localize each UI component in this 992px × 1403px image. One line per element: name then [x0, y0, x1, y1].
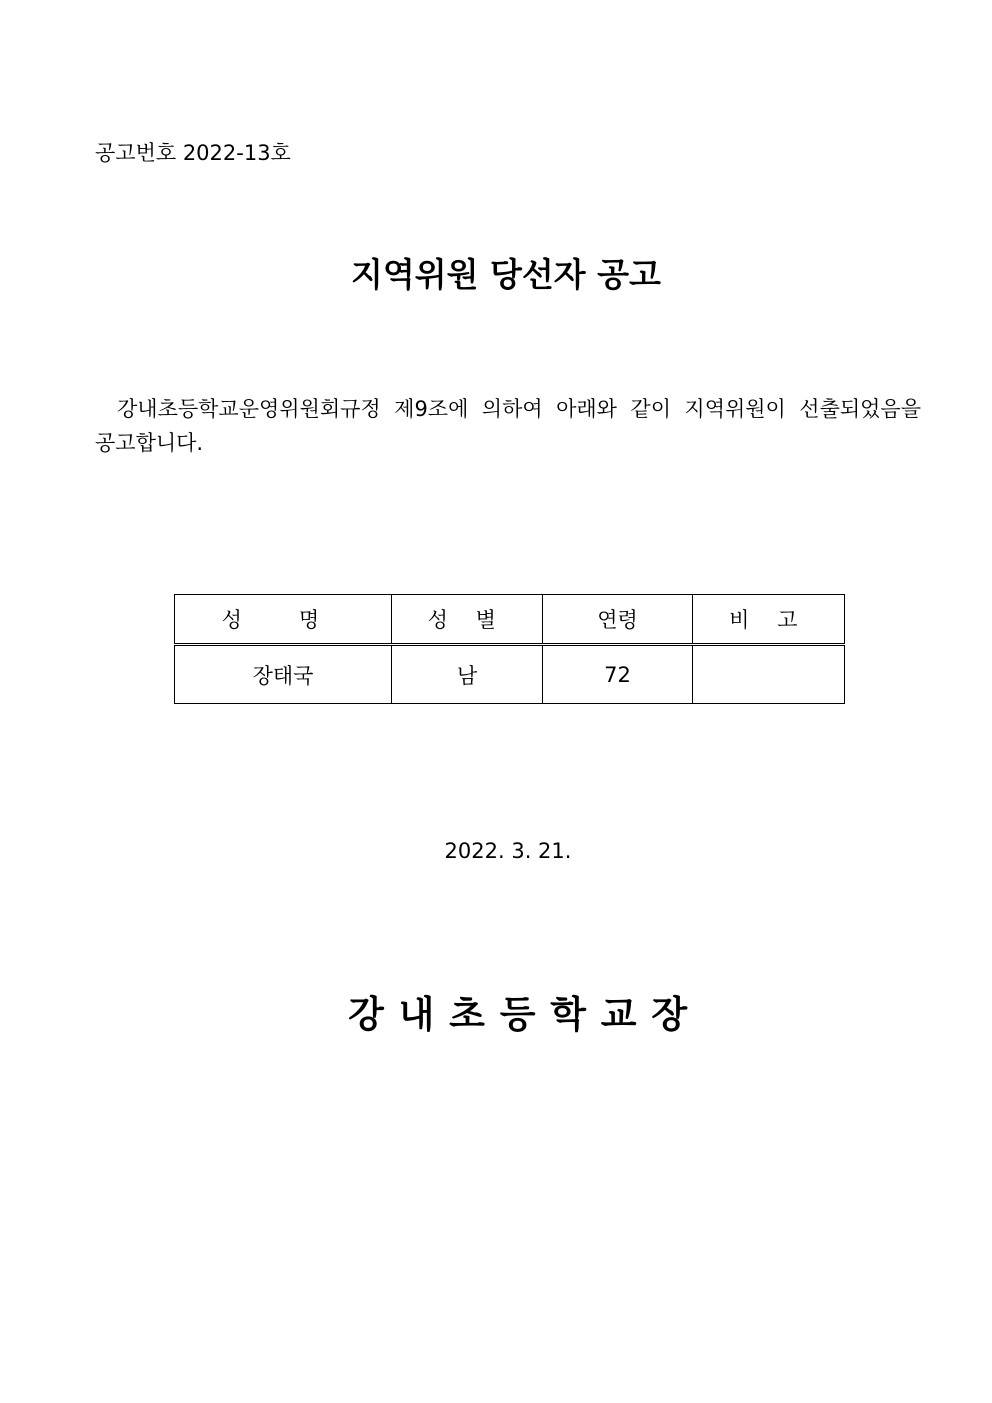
elected-member-table: [174, 594, 845, 704]
header-name: 성 명: [175, 595, 392, 645]
header-remarks: 비 고: [693, 595, 845, 645]
header-age: 연령: [543, 595, 693, 645]
table-header-row: [175, 595, 845, 645]
cell-gender: 남: [392, 645, 543, 704]
header-gender: 성 별: [392, 595, 543, 645]
cell-remarks: [693, 645, 845, 704]
table-body: [175, 645, 845, 704]
cell-name: 장태국: [175, 645, 392, 704]
issuer-name: 강내초등학교장: [348, 993, 702, 1036]
table-row: [175, 645, 845, 704]
table-header: [175, 595, 845, 645]
notice-number: 공고번호 2022-13호: [95, 141, 291, 165]
notice-date: 2022. 3. 21.: [444, 839, 572, 863]
notice-body: 강내초등학교운영위원회규정 제9조에 의하여 아래와 같이 지역위원이 선출되었음을 공고합니다.: [95, 397, 921, 455]
document-title: 지역위원 당선자 공고: [351, 255, 661, 294]
cell-age: 72: [543, 645, 693, 704]
